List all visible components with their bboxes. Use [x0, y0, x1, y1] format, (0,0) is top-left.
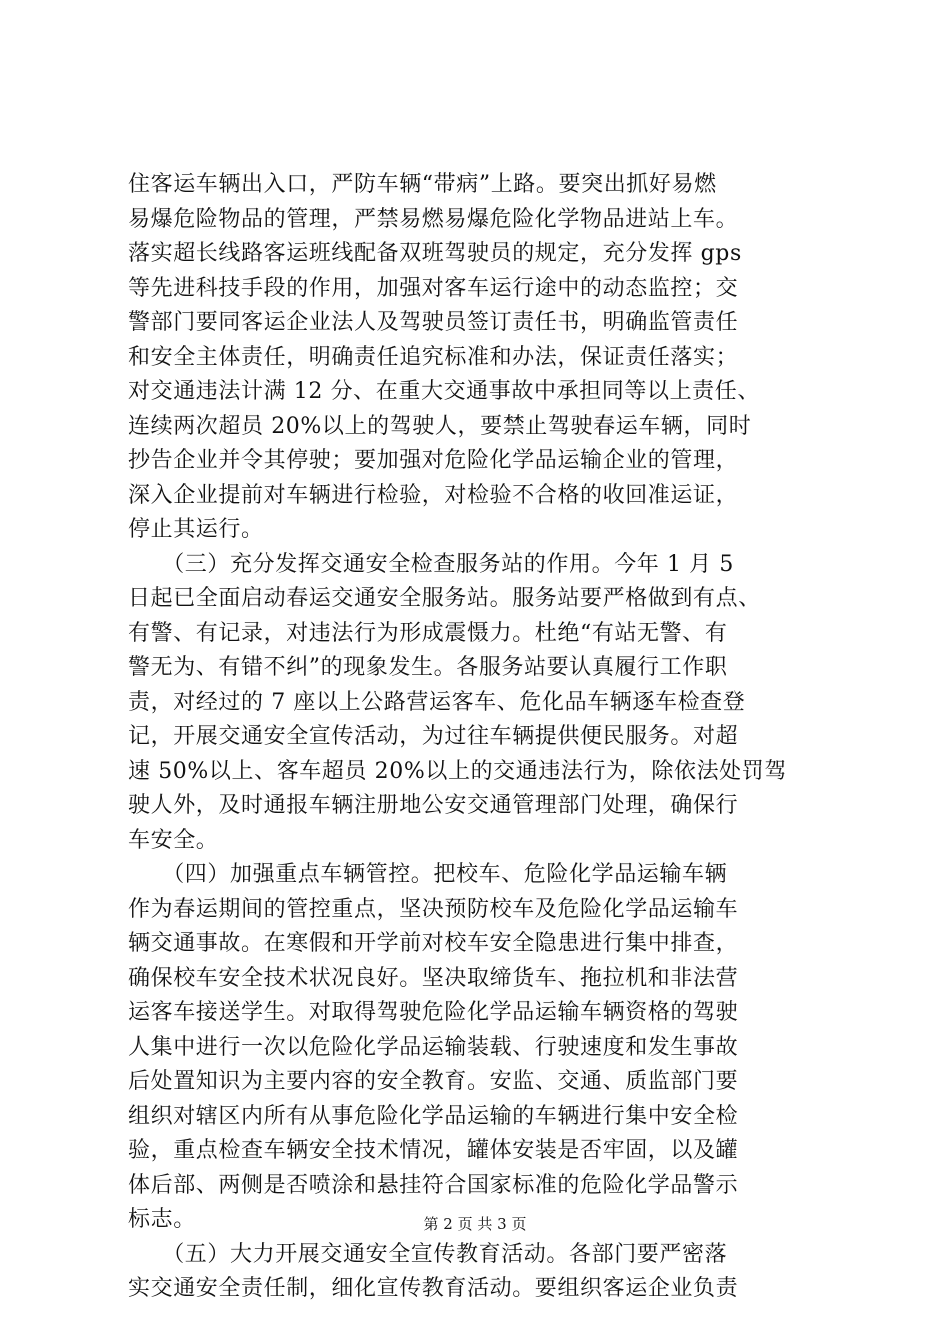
text-line: 确保校车安全技术状况良好。坚决取缔货车、拖拉机和非法营: [128, 965, 739, 991]
text-line: 警部门要同客运企业法人及驾驶员签订责任书，明确监管责任: [128, 310, 739, 335]
text-line: 车安全。: [128, 827, 219, 853]
text-line: （四）加强重点车辆管控。把校车、危险化学品运输车辆: [128, 862, 728, 887]
page-footer: 第 2 页 共 3 页: [423, 1215, 527, 1233]
text-line: （三）充分发挥交通安全检查服务站的作用。今年 1 月 5: [128, 551, 734, 577]
text-line: 后处置知识为主要内容的安全教育。安监、交通、质监部门要: [128, 1069, 739, 1094]
text-line: 住客运车辆出入口，严防车辆“带病”上路。要突出抓好易燃: [128, 172, 717, 197]
text-line: 驶人外，及时通报车辆注册地公安交通管理部门处理，确保行: [128, 793, 739, 818]
text-line: 抄告企业并令其停驶；要加强对危险化学品运输企业的管理，: [128, 448, 739, 473]
text-line: 易爆危险物品的管理，严禁易燃易爆危险化学物品进站上车。: [128, 206, 739, 232]
text-line: 实交通安全责任制，细化宣传教育活动。要组织客运企业负责: [128, 1276, 739, 1301]
text-line: 落实超长线路客运班线配备双班驾驶员的规定，充分发挥 gps: [128, 241, 742, 266]
text-line: 停止其运行。: [128, 517, 264, 542]
text-line: 辆交通事故。在寒假和开学前对校车安全隐患进行集中排查，: [128, 931, 739, 956]
text-line: 组织对辖区内所有从事危险化学品运输的车辆进行集中安全检: [128, 1103, 739, 1129]
text-line: 运客车接送学生。对取得驾驶危险化学品运输车辆资格的驾驶: [128, 1000, 739, 1025]
text-line: （五）大力开展交通安全宣传教育活动。各部门要严密落: [128, 1241, 728, 1267]
text-line: 记，开展交通安全宣传活动，为过往车辆提供便民服务。对超: [128, 724, 739, 749]
text-line: 作为春运期间的管控重点，坚决预防校车及危险化学品运输车: [128, 896, 739, 922]
text-line: 和安全主体责任，明确责任追究标准和办法，保证责任落实；: [128, 344, 739, 370]
text-line: 体后部、两侧是否喷涂和悬挂符合国家标准的危险化学品警示: [128, 1172, 739, 1198]
text-line: 验，重点检查车辆安全技术情况，罐体安装是否牢固，以及罐: [128, 1138, 739, 1163]
text-line: 人集中进行一次以危险化学品运输装载、行驶速度和发生事故: [128, 1034, 739, 1060]
text-line: 对交通违法计满 12 分、在重大交通事故中承担同等以上责任、: [128, 379, 760, 404]
text-line: 标志。: [128, 1207, 196, 1232]
text-line: 速 50%以上、客车超员 20%以上的交通违法行为，除依法处罚驾: [128, 758, 787, 784]
text-line: 有警、有记录，对违法行为形成震慑力。杜绝“有站无警、有: [128, 620, 728, 646]
text-line: 日起已全面启动春运交通安全服务站。服务站要严格做到有点、: [128, 586, 761, 611]
text-line: 警无为、有错不纠”的现象发生。各服务站要认真履行工作职: [128, 655, 728, 680]
text-line: 连续两次超员 20%以上的驾驶人，要禁止驾驶春运车辆，同时: [128, 413, 752, 439]
body-text: [128, 168, 828, 1307]
text-line: 深入企业提前对车辆进行检验，对检验不合格的收回准运证，: [128, 482, 739, 508]
text-line: 等先进科技手段的作用，加强对客车运行途中的动态监控；交: [128, 275, 739, 301]
text-line: 责，对经过的 7 座以上公路营运客车、危化品车辆逐车检查登: [128, 689, 746, 715]
